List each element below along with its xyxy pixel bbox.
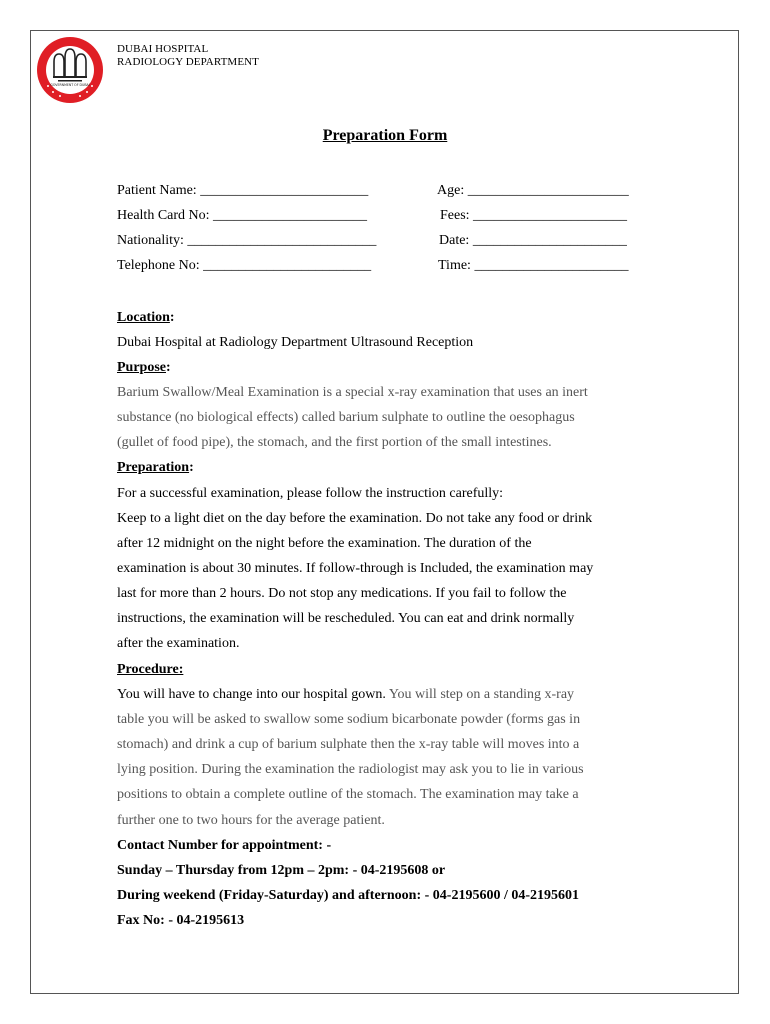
location-heading: Location:	[117, 310, 175, 325]
contact-fax: Fax No: - 04-2195613	[117, 913, 245, 928]
purpose-line: substance (no biological effects) called barium sulphate to outline the oesophagus	[117, 410, 575, 425]
preparation-line: after 12 midnight on the night before the examination. The duration of the	[117, 536, 532, 551]
preparation-line: examination is about 30 minutes. If follow-through is Included, the examination may	[117, 561, 594, 576]
preparation-line: last for more than 2 hours. Do not stop any medications. If you fail to follow the	[117, 586, 567, 601]
patient-name-field[interactable]: Patient Name: ________________________	[117, 183, 369, 198]
contact-weekend: During weekend (Friday-Saturday) and afternoon: - 04-2195600 / 04-2195601	[117, 888, 579, 903]
age-field[interactable]: Age: _______________________	[437, 183, 629, 198]
contact-heading: Contact Number for appointment: -	[117, 838, 332, 853]
procedure-line: further one to two hours for the average patient.	[117, 813, 385, 828]
procedure-gown-text: You will have to change into our hospital gown.	[117, 687, 386, 702]
nationality-field[interactable]: Nationality: ___________________________	[117, 233, 377, 248]
form-title: Preparation Form	[322, 127, 448, 144]
fees-field[interactable]: Fees: ______________________	[440, 208, 628, 223]
preparation-line: For a successful examination, please follow the instruction carefully:	[117, 486, 504, 501]
purpose-line: Barium Swallow/Meal Examination is a special x-ray examination that uses an inert	[117, 385, 588, 400]
procedure-heading: Procedure:	[117, 662, 184, 677]
purpose-line: (gullet of food pipe), the stomach, and the first portion of the small intestines.	[117, 435, 552, 450]
preparation-line: after the examination.	[117, 636, 240, 651]
hospital-name: DUBAI HOSPITAL	[117, 43, 209, 55]
preparation-line: Keep to a light diet on the day before the examination. Do not take any food or drink	[117, 511, 593, 526]
government-of-dubai-logo	[36, 36, 104, 104]
procedure-line: lying position. During the examination the radiologist may ask you to lie in various	[117, 762, 584, 777]
contact-weekday: Sunday – Thursday from 12pm – 2pm: - 04-2195608 or	[117, 863, 446, 878]
time-field[interactable]: Time: ______________________	[438, 258, 629, 273]
procedure-line: table you will be asked to swallow some sodium bicarbonate powder (forms gas in	[117, 712, 581, 727]
preparation-line: instructions, the examination will be rescheduled. You can eat and drink normally	[117, 611, 575, 626]
procedure-line: stomach) and drink a cup of barium sulphate then the x-ray table will moves into a	[117, 737, 580, 752]
procedure-xray-text: You will step on a standing x-ray	[385, 687, 575, 702]
telephone-field[interactable]: Telephone No: ________________________	[117, 258, 372, 273]
preparation-heading: Preparation:	[117, 460, 194, 475]
procedure-line	[117, 686, 574, 704]
health-card-field[interactable]: Health Card No: ______________________	[117, 208, 368, 223]
procedure-line: positions to obtain a complete outline of the stomach. The examination may take a	[117, 787, 579, 802]
date-field[interactable]: Date: ______________________	[439, 233, 627, 248]
logo-english-text: GOVERNMENT OF DUBAI	[50, 83, 90, 87]
purpose-heading: Purpose:	[117, 360, 171, 375]
emblem-icon	[36, 36, 104, 104]
department-name: RADIOLOGY DEPARTMENT	[117, 56, 259, 68]
location-text: Dubai Hospital at Radiology Department Ultrasound Reception	[117, 335, 474, 350]
